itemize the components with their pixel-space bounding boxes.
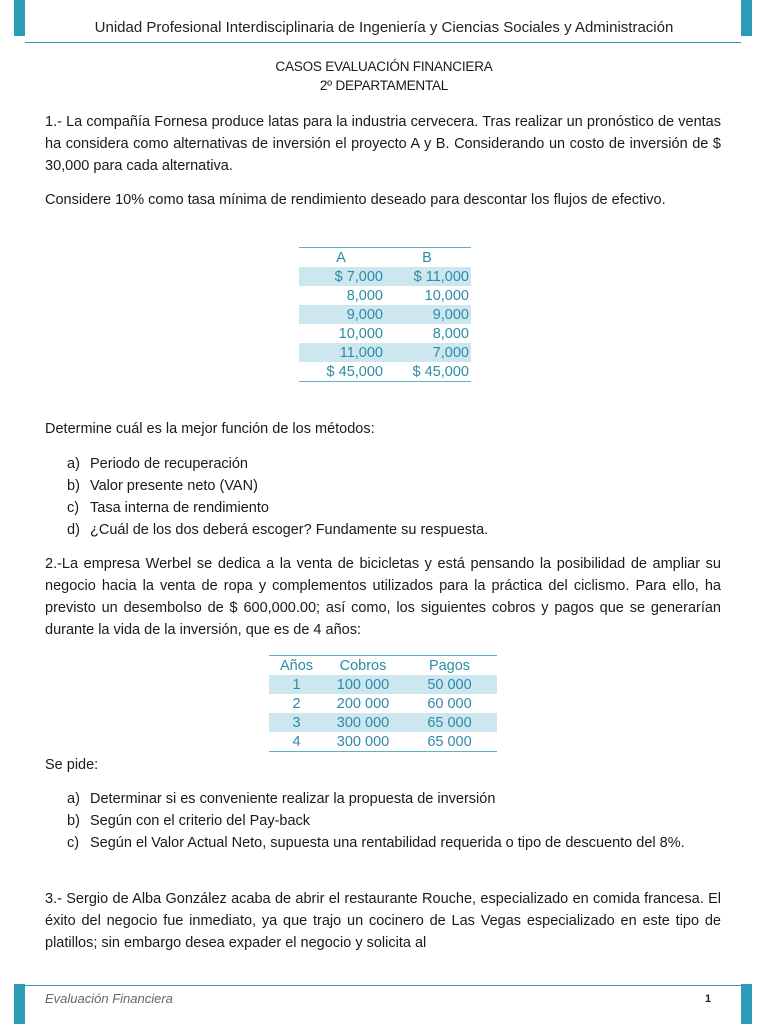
table-header-cell: Pagos (402, 656, 497, 676)
table-cell: 65 000 (402, 732, 497, 752)
table-cell: 4 (269, 732, 324, 752)
footer-title: Evaluación Financiera (45, 991, 173, 1006)
table-row (269, 713, 497, 732)
table-header-cell: B (385, 248, 471, 268)
footer-rule (25, 985, 741, 986)
table-cell: 8,000 (432, 325, 469, 342)
case3-intro: 3.- Sergio de Alba González acaba de abrir el restaurante Rouche, especializado en comida francesa. El éxito del negocio fue inmediato, ya que trajo un cocinero de Las Vegas especializado en este tipo de platillos; sin embargo desea expader el negocio y solicita al (45, 891, 721, 951)
case1-intro: 1.- La compañía Fornesa produce latas para la industria cervecera. Tras realizar un pronóstico de ventas ha considera como alternativas de inversión el proyecto A y B. Considerando un costo de inversión de $ 30,000 para cada alternativa. (45, 114, 721, 174)
list-marker: a) (67, 791, 80, 807)
table-row (299, 286, 471, 305)
list-marker: a) (67, 456, 80, 472)
list-marker: b) (67, 478, 80, 494)
list-item (67, 519, 721, 541)
footer-accent-bar-right (741, 984, 752, 1024)
table-cell: 8,000 (346, 287, 383, 304)
table-cell: 2 (292, 695, 301, 712)
document-title-line-2: 2º DEPARTAMENTAL (319, 78, 449, 93)
page-number: 1 (705, 993, 712, 1005)
case1-question: Determine cuál es la mejor función de los métodos: (45, 421, 375, 437)
table-header-cell: A (299, 248, 385, 268)
page-header: Unidad Profesional Interdisciplinaria de Ingeniería y Ciencias Sociales y Administración (94, 19, 674, 36)
list-item (67, 810, 721, 832)
list-marker: c) (67, 835, 80, 851)
table-header-cell: Cobros (324, 656, 402, 676)
list-item (67, 497, 721, 519)
table-cell: 50 000 (402, 675, 497, 694)
list-item-text: Según con el criterio del Pay-back (90, 813, 311, 829)
table-row (269, 732, 497, 752)
table-header-row (299, 248, 471, 268)
list-item (67, 453, 721, 475)
table-cell: $ 45,000 (385, 362, 471, 382)
list-item-text: ¿Cuál de los dos deberá escoger? Fundamente su respuesta. (90, 522, 489, 538)
list-item-text: Tasa interna de rendimiento (90, 500, 269, 516)
list-item (67, 832, 721, 854)
table-cell: 7,000 (385, 343, 471, 362)
footer-accent-bar-left (14, 984, 25, 1024)
list-item (67, 475, 721, 497)
table-row (299, 343, 471, 362)
table-cell: 300 000 (324, 732, 402, 752)
table-cell: 10,000 (338, 325, 383, 342)
table-header-row (269, 656, 497, 676)
document-title-line-1: CASOS EVALUACIÓN FINANCIERA (275, 59, 493, 74)
header-rule (25, 42, 741, 43)
case2-collections-payments-table (269, 655, 497, 752)
case1-cashflow-table (299, 247, 471, 382)
list-item-text: Periodo de recuperación (90, 456, 248, 472)
case1-method-list (67, 453, 721, 541)
document-title (0, 57, 768, 95)
table-cell: $ 11,000 (385, 267, 471, 286)
table-cell: 60 000 (427, 695, 472, 712)
table-cell: 100 000 (324, 675, 402, 694)
table-row (299, 267, 471, 286)
table-cell: 9,000 (385, 305, 471, 324)
table-row (299, 305, 471, 324)
table-cell: 3 (269, 713, 324, 732)
table-cell: 1 (269, 675, 324, 694)
list-item-text: Valor presente neto (VAN) (90, 478, 258, 494)
table-cell: 65 000 (402, 713, 497, 732)
table-row (269, 694, 497, 713)
table-row (299, 324, 471, 343)
list-item (67, 788, 721, 810)
table-row (269, 675, 497, 694)
case2-intro: 2.-La empresa Werbel se dedica a la venta de bicicletas y está pensando la posibilidad de ampliar su negocio hacia la venta de ropa y complementos utilizados para la práctica del ciclismo. Para ello, ha previsto un desembolso de $ 600,000.00; así como, los siguientes cobros y pagos que se generarían durante la vida de la inversión, que es de 4 años: (45, 556, 721, 638)
case1-rate-text: Considere 10% como tasa mínima de rendimiento deseado para descontar los flujos de efectivo. (45, 192, 666, 208)
list-marker: b) (67, 813, 80, 829)
list-marker: c) (67, 500, 80, 516)
table-row (299, 362, 471, 382)
table-cell: 300 000 (324, 713, 402, 732)
table-cell: 9,000 (299, 305, 385, 324)
list-item-text: Según el Valor Actual Neto, supuesta una rentabilidad requerida o tipo de descuento del 8%. (90, 835, 685, 851)
table-cell: $ 45,000 (299, 362, 385, 382)
table-cell: 200 000 (336, 695, 390, 712)
table-header-cell: Años (269, 656, 324, 676)
list-item-text: Determinar si es conveniente realizar la propuesta de inversión (90, 791, 496, 807)
list-marker: d) (67, 522, 80, 538)
case2-requirements-list (67, 788, 721, 854)
table-cell: $ 7,000 (299, 267, 385, 286)
table-cell: 10,000 (424, 287, 469, 304)
table-cell: 11,000 (299, 343, 385, 362)
case2-prompt: Se pide: (45, 757, 99, 773)
